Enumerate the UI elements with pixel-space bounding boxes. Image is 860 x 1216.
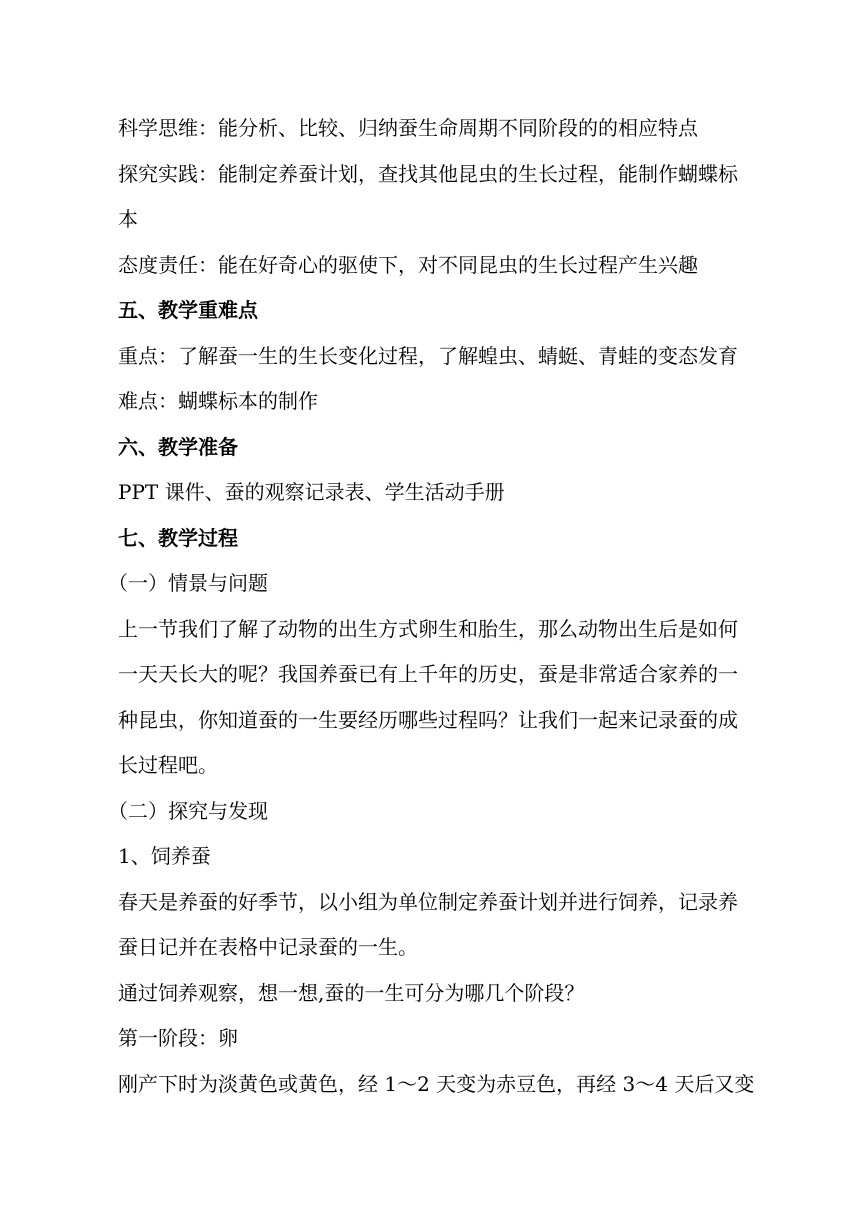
text-line: 科学思维：能分析、比较、归纳蚕生命周期不同阶段的的相应特点 [118, 116, 698, 140]
text-line: 长过程吧。 [118, 753, 218, 777]
text-line: 春天是养蚕的好季节，以小组为单位制定养蚕计划并进行饲养，记录养 [118, 889, 738, 914]
section-heading: 五、教学重难点 [118, 298, 258, 322]
text-line: 本 [118, 207, 138, 231]
section-heading: 七、教学过程 [118, 525, 238, 550]
text-line: 探究实践：能制定养蚕计划，查找其他昆虫的生长过程，能制作蝴蝶标 [118, 161, 738, 186]
text-line: 刚产下时为淡黄色或黄色，经 1～2 天变为赤豆色，再经 3～4 天后又变 [118, 1071, 755, 1096]
document-page [108, 106, 755, 1107]
text-line: 通过饲养观察，想一想,蚕的一生可分为哪几个阶段？ [118, 980, 585, 1005]
text-line: 重点：了解蚕一生的生长变化过程，了解蝗虫、蜻蜓、青蛙的变态发育 [118, 343, 738, 368]
subsection-heading: （一）情景与问题 [108, 571, 268, 595]
subsection-heading: （二）探究与发现 [108, 798, 268, 823]
text-line: 1、饲养蚕 [118, 844, 211, 868]
text-line: 态度责任：能在好奇心的驱使下，对不同昆虫的生长过程产生兴趣 [118, 252, 698, 277]
text-line: 种昆虫，你知道蚕的一生要经历哪些过程吗？让我们一起来记录蚕的成 [118, 707, 738, 732]
text-line: 第一阶段：卵 [118, 1026, 238, 1050]
text-line: 上一节我们了解了动物的出生方式卵生和胎生，那么动物出生后是如何 [118, 616, 738, 641]
text-line: 难点：蝴蝶标本的制作 [118, 389, 318, 413]
text-line: 一天天长大的呢？我国养蚕已有上千年的历史，蚕是非常适合家养的一 [118, 662, 738, 686]
section-heading: 六、教学准备 [118, 434, 238, 459]
text-line: 蚕日记并在表格中记录蚕的一生。 [118, 935, 418, 959]
text-line: PPT 课件、蚕的观察记录表、学生活动手册 [118, 480, 505, 504]
